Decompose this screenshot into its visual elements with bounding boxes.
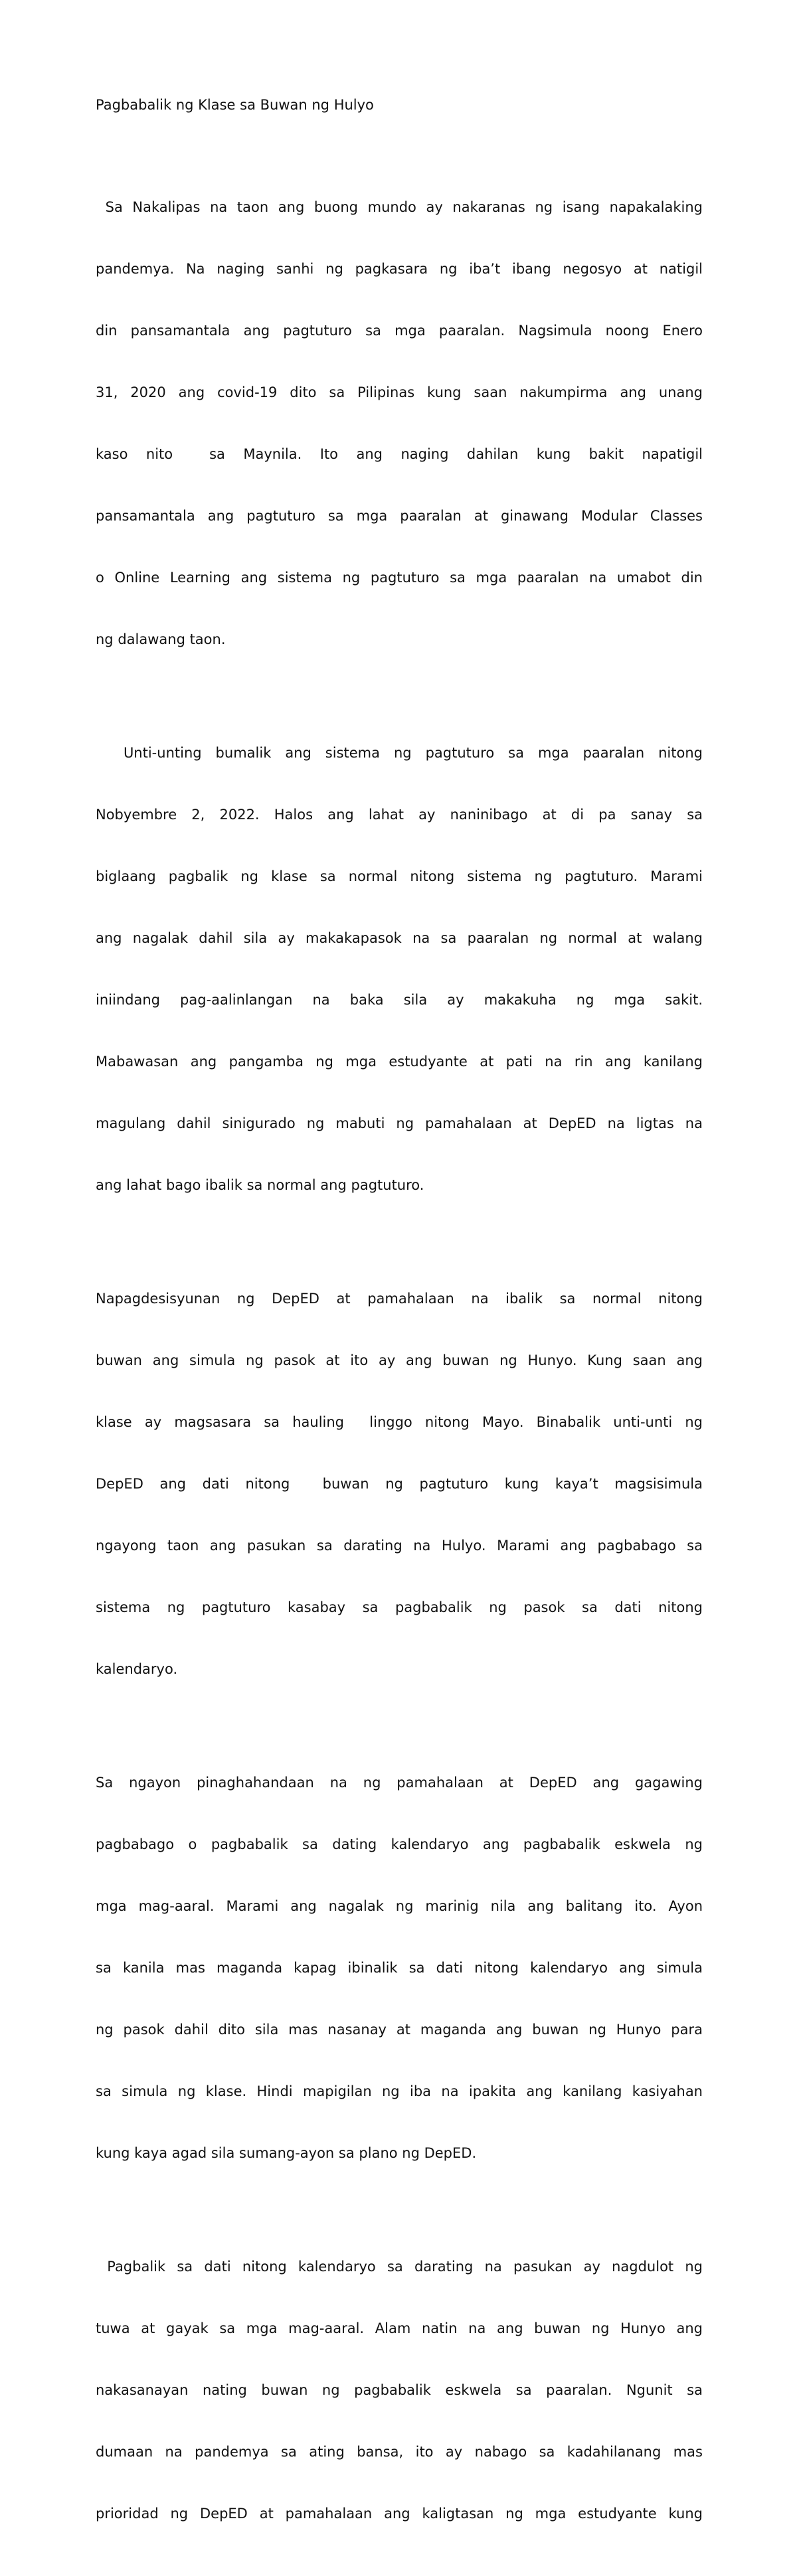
text-line: iniindang pag-aalinlangan na baka sila ay makakuha ng mga sakit. xyxy=(96,992,703,1008)
text-line: o Online Learning ang sistema ng pagtuturo sa mga paaralan na umabot din xyxy=(96,570,703,586)
text-line: DepED ang dati nitong buwan ng pagtuturo kung kaya’t magsisimula xyxy=(96,1476,703,1492)
text-line: 31, 2020 ang covid-19 dito sa Pilipinas kung saan nakumpirma ang unang xyxy=(96,384,703,400)
paragraph-4 xyxy=(96,1731,703,2205)
text-line: Napagdesisyunan ng DepED at pamahalaan na ibalik sa normal nitong xyxy=(96,1291,703,1307)
text-line: magulang dahil sinigurado ng mabuti ng pamahalaan at DepED na ligtas na xyxy=(96,1115,703,1131)
text-line: kung kaya agad sila sumang-ayon sa plano ng DepED. xyxy=(96,2145,477,2161)
paragraph-5 xyxy=(96,2215,703,2565)
text-line: Sa ngayon pinaghahandaan na ng pamahalaan at DepED ang gagawing xyxy=(96,1775,703,1791)
text-line: kalendaryo. xyxy=(96,1661,178,1677)
text-line: mga mag-aaral. Marami ang nagalak ng marinig nila ang balitang ito. Ayon xyxy=(96,1898,703,1914)
text-line: Pagbalik sa dati nitong kalendaryo sa darating na pasukan ay nagdulot ng xyxy=(96,2259,703,2275)
text-line: kaso nito sa Maynila. Ito ang naging dahilan kung bakit napatigil xyxy=(96,446,703,462)
text-line: Nobyembre 2, 2022. Halos ang lahat ay naninibago at di pa sanay sa xyxy=(96,807,703,823)
text-line: pandemya. Na naging sanhi ng pagkasara ng iba’t ibang negosyo at natigil xyxy=(96,261,703,277)
document-body xyxy=(96,156,703,2576)
document-title: Pagbabalik ng Klase sa Buwan ng Hulyo xyxy=(96,97,374,113)
text-line: prioridad ng DepED at pamahalaan ang kaligtasan ng mga estudyante kung xyxy=(96,2506,703,2522)
text-line: ang lahat bago ibalik sa normal ang pagtuturo. xyxy=(96,1177,424,1193)
text-line: ng dalawang taon. xyxy=(96,631,226,647)
text-line: nakasanayan nating buwan ng pagbabalik eskwela sa paaralan. Ngunit sa xyxy=(96,2382,703,2398)
text-line: ng pasok dahil dito sila mas nasanay at maganda ang buwan ng Hunyo para xyxy=(96,2022,703,2038)
text-line: ang nagalak dahil sila ay makakapasok na sa paaralan ng normal at walang xyxy=(96,930,703,946)
text-line: sa simula ng klase. Hindi mapigilan ng iba na ipakita ang kanilang kasiyahan xyxy=(96,2083,703,2099)
text-line: sistema ng pagtuturo kasabay sa pagbabalik ng pasok sa dati nitong xyxy=(96,1599,703,1615)
text-line: klase ay magsasara sa hauling linggo nitong Mayo. Binabalik unti-unti ng xyxy=(96,1414,703,1430)
text-line: buwan ang simula ng pasok at ito ay ang buwan ng Hunyo. Kung saan ang xyxy=(96,1352,703,1368)
text-line: biglaang pagbalik ng klase sa normal nitong sistema ng pagtuturo. Marami xyxy=(96,868,703,884)
text-line: Mabawasan ang pangamba ng mga estudyante at pati na rin ang kanilang xyxy=(96,1054,703,1070)
paragraph-2 xyxy=(96,702,703,1237)
text-line: din pansamantala ang pagtuturo sa mga paaralan. Nagsimula noong Enero xyxy=(96,323,703,339)
text-line: tuwa at gayak sa mga mag-aaral. Alam natin na ang buwan ng Hunyo ang xyxy=(96,2320,703,2336)
text-line: Sa Nakalipas na taon ang buong mundo ay nakaranas ng isang napakalaking xyxy=(96,199,703,215)
paragraph-3 xyxy=(96,1248,703,1721)
text-line: ngayong taon ang pasukan sa darating na Hulyo. Marami ang pagbabago sa xyxy=(96,1538,703,1554)
text-line: pagbabago o pagbabalik sa dating kalendaryo ang pagbabalik eskwela ng xyxy=(96,1836,703,1852)
text-line: Unti-unting bumalik ang sistema ng pagtuturo sa mga paaralan nitong xyxy=(96,745,703,761)
text-line: pansamantala ang pagtuturo sa mga paaralan at ginawang Modular Classes xyxy=(96,508,703,524)
text-line: sa kanila mas maganda kapag ibinalik sa dati nitong kalendaryo ang simula xyxy=(96,1960,703,1976)
paragraph-1 xyxy=(96,156,703,691)
text-line: dumaan na pandemya sa ating bansa, ito ay nabago sa kadahilanang mas xyxy=(96,2444,703,2460)
